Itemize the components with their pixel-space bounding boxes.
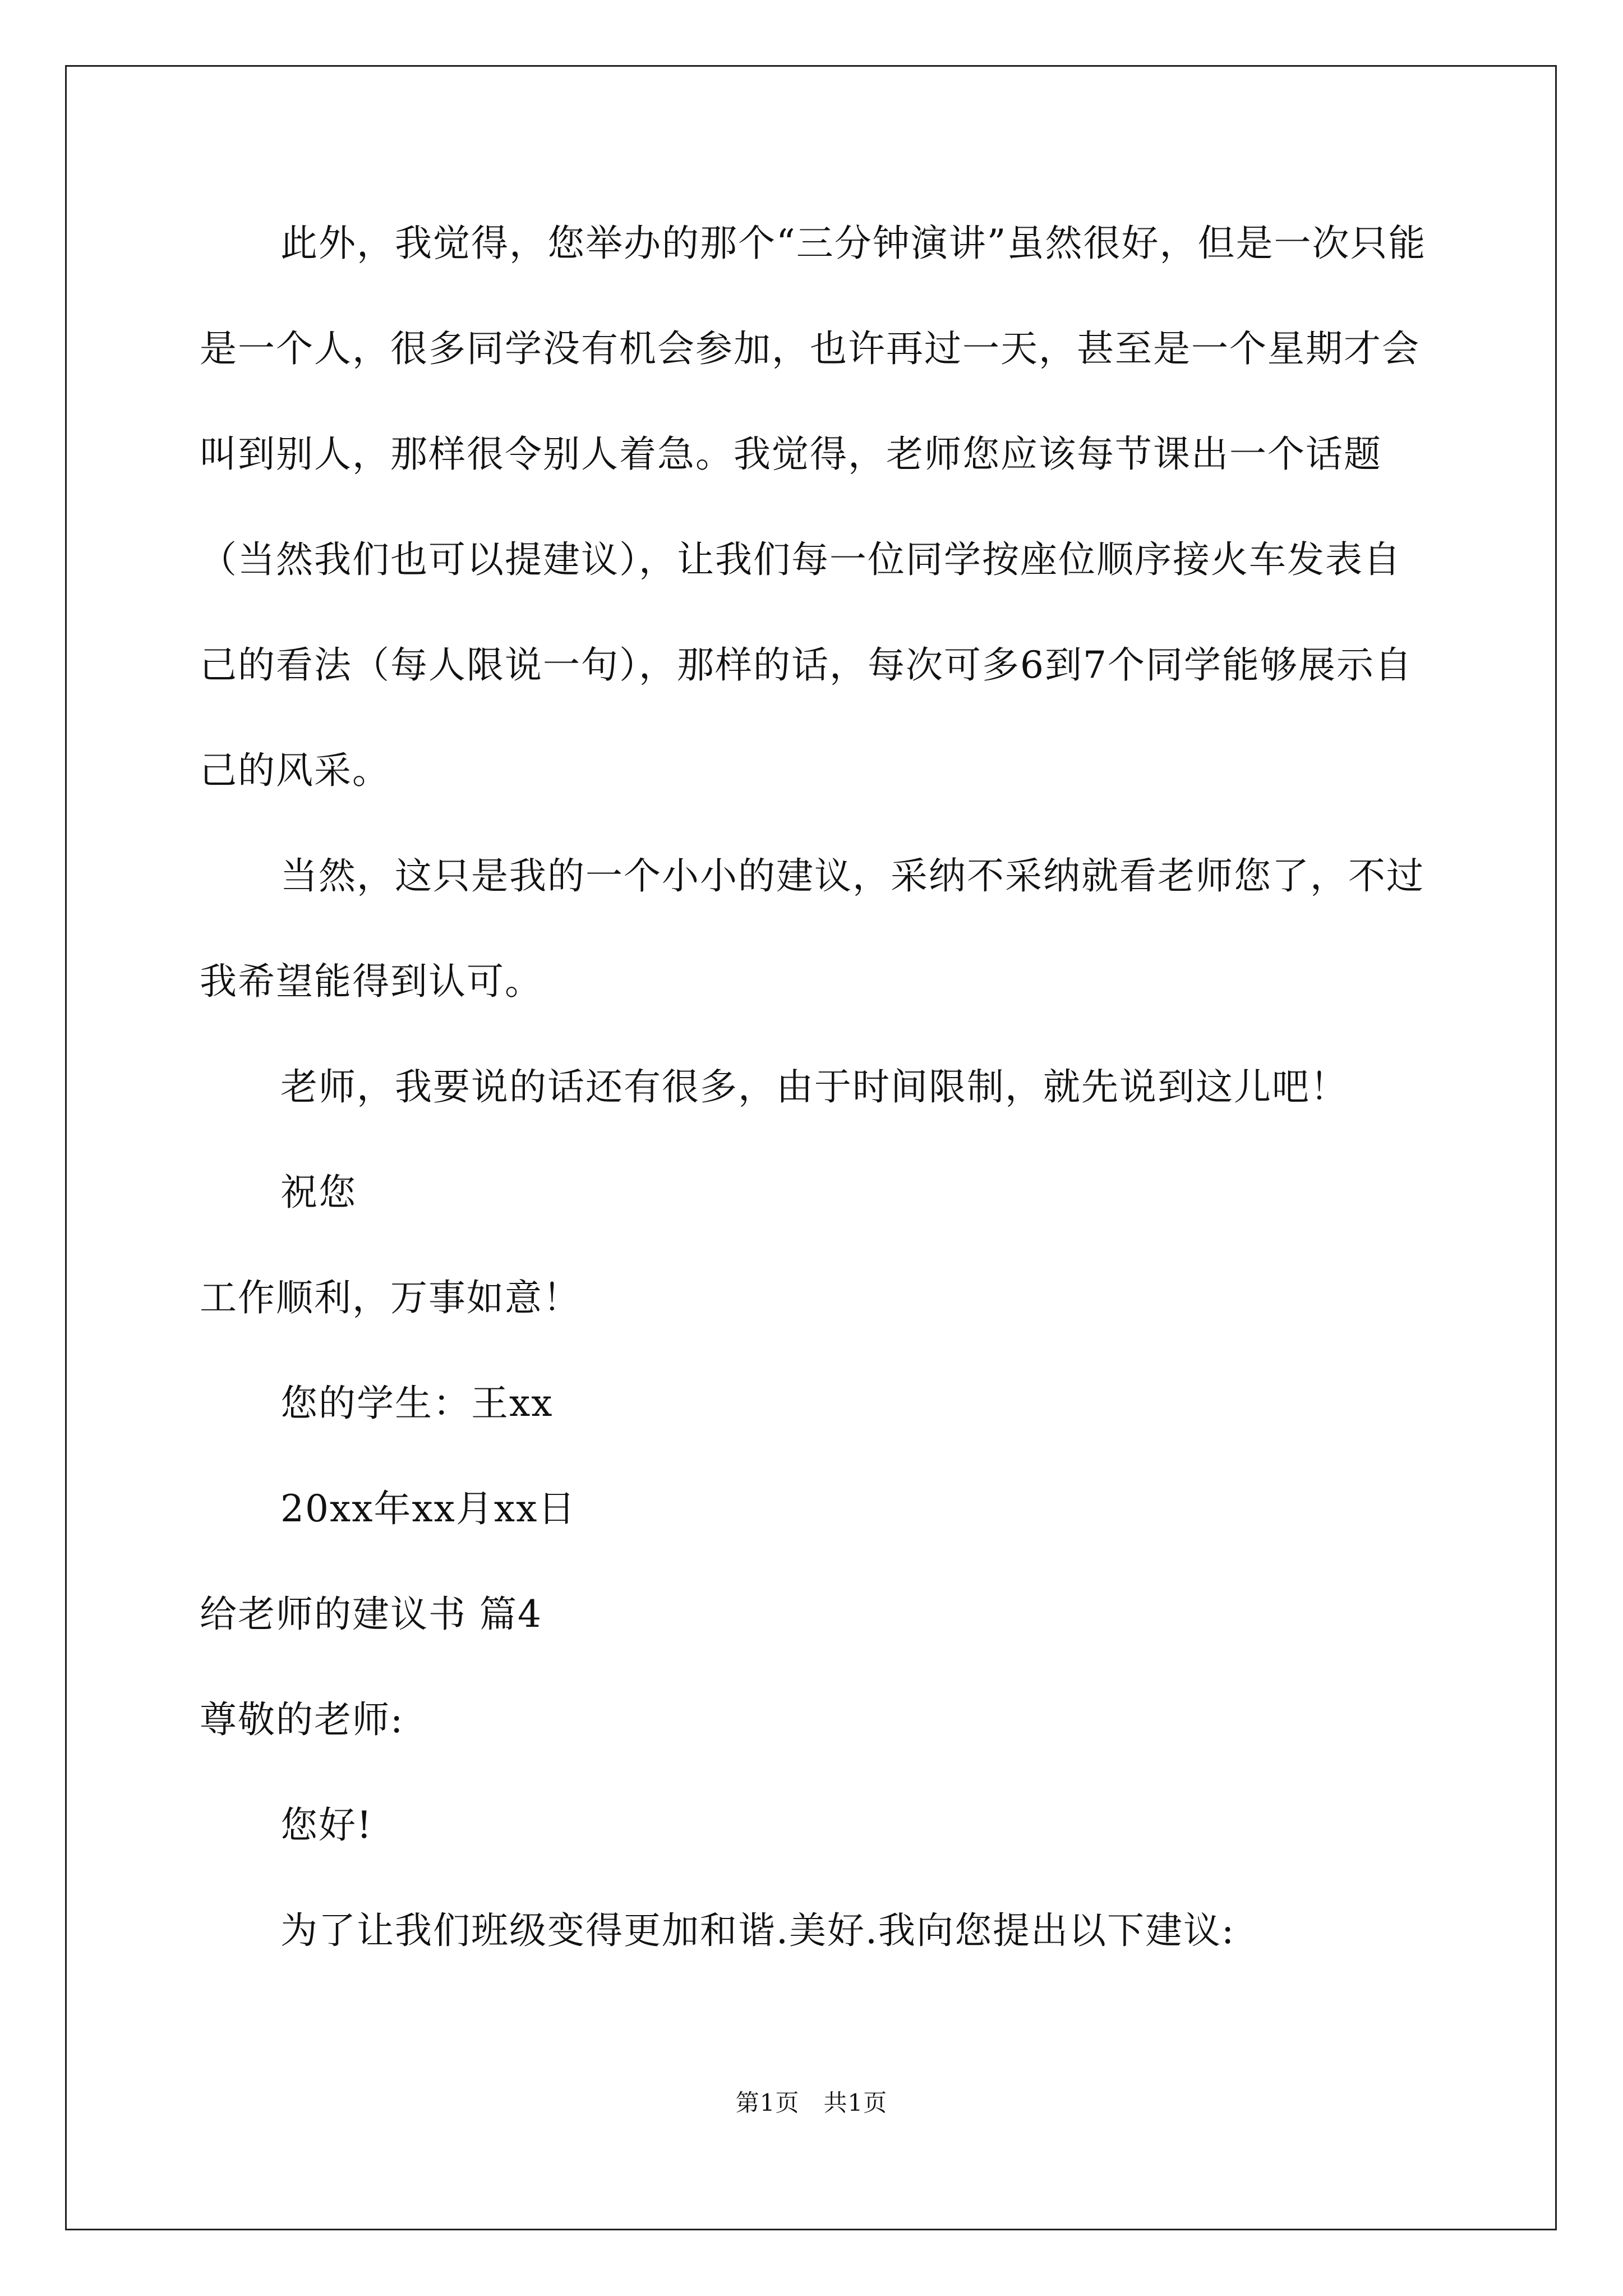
document-body xyxy=(200,191,1428,1984)
greeting: 您好! xyxy=(280,1803,373,1847)
paragraph-closing-remark: 老师，我要说的话还有很多，由于时间限制，就先说到这儿吧！ xyxy=(280,1065,1348,1108)
paragraph-conclusion: 当然，这只是我的一个小小的建议，采纳不采纳就看老师您了，不过我希望能得到认可。 xyxy=(200,854,1424,1003)
signature: 您的学生：王xx xyxy=(280,1382,554,1425)
paragraph-suggestion: 此外，我觉得，您举办的那个“三分钟演讲”虽然很好，但是一次只能是一个人，很多同学没有机会参加，也许再过一天，甚至是一个星期才会叫到别人，那样很令别人着急。我觉得，老师您应该每节课出一个话题（当然我们也可以提建议），让我们每一位同学按座位顺序接火车发表自己的看法（每人限说一句），那样的话，每次可多6到7个同学能够展示自己的风采。 xyxy=(200,222,1427,792)
section-title: 给老师的建议书 篇4 xyxy=(200,1593,542,1636)
date-line: 20xx年xx月xx日 xyxy=(280,1487,577,1530)
page-footer: 第1页 共1页 xyxy=(735,2089,888,2116)
closing-blessing: 工作顺利，万事如意！ xyxy=(200,1276,581,1319)
intro-line: 为了让我们班级变得更加和谐.美好.我向您提出以下建议: xyxy=(280,1909,1235,1952)
salutation: 尊敬的老师: xyxy=(200,1698,404,1741)
closing-wish: 祝您 xyxy=(280,1171,357,1214)
